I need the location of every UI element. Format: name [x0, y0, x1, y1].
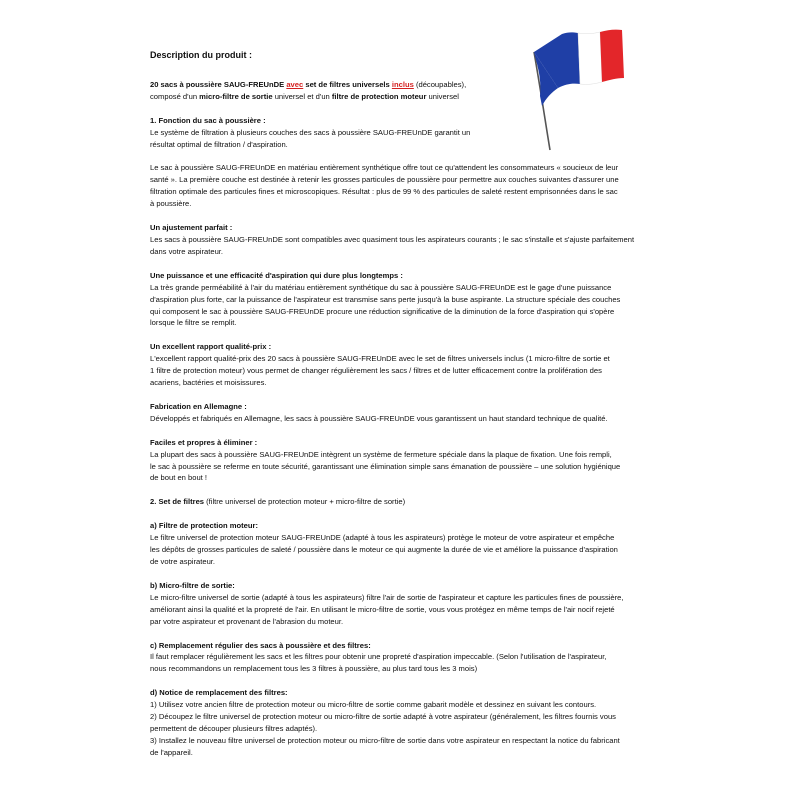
section-heading: d) Notice de remplacement des filtres: [150, 688, 288, 698]
section-line: 2) Découpez le filtre universel de protection moteur ou micro-filtre de sortie adapté à votre aspirateur (généralement, les filtres fournis vous [150, 712, 616, 722]
section-heading-note: (filtre universel de protection moteur + micro-filtre de sortie) [204, 497, 406, 507]
intro-paragraph [150, 79, 670, 103]
product-description [150, 50, 670, 771]
section-line: La plupart des sacs à poussière SAUG-FREUnDE intègrent un système de fermeture spéciale dans la plaque de fixation. Une fois rempli, [150, 449, 612, 459]
intro-text: 20 sacs à poussière SAUG-FREUnDE [150, 79, 287, 89]
section-heading: c) Remplacement régulier des sacs à poussière et des filtres: [150, 640, 371, 650]
section-line: par votre aspirateur et provenant de l'abrasion du moteur. [150, 616, 344, 626]
section-line: lorsque le filtre se remplit. [150, 318, 237, 328]
intro-text: filtre de protection moteur [331, 91, 427, 101]
section-disposal [150, 437, 670, 485]
intro-text: universel et d'un [272, 91, 332, 101]
section-heading: Une puissance et une efficacité d'aspiration qui dure plus longtemps : [150, 270, 403, 280]
section-line: filtration optimale des particules fines et microscopiques. Résultat : plus de 99 % des particules de saleté restent emprisonnées dans le sac [150, 187, 618, 197]
section-line: améliorant ainsi la qualité et la propreté de l'air. En utilisant le micro-filtre de sortie, vous vous protégez en même temps de l'air nocif rejeté [150, 604, 615, 614]
intro-text: universel [426, 91, 459, 101]
section-line: nous recommandons un remplacement tous les 3 filtres à poussière, au plus tard tous les 3 mois) [150, 664, 478, 674]
section-line: Le filtre universel de protection moteur SAUG-FREUnDE (adapté à tous les aspirateurs) protège le moteur de votre aspirateur et empêche [150, 533, 615, 543]
section-line: 1 filtre de protection moteur) vous permet de changer régulièrement les sacs / filtres et de lutter efficacement contre la prolifération des [150, 366, 602, 376]
intro-text: (découpables), [413, 79, 467, 89]
section-fit [150, 222, 670, 258]
intro-text: micro-filtre de sortie [199, 91, 273, 101]
section-heading: b) Micro-filtre de sortie: [150, 580, 235, 590]
section-line: acariens, bactéries et moisissures. [150, 378, 267, 388]
section-line: de votre aspirateur. [150, 557, 216, 566]
section-line: Le système de filtration à plusieurs couches des sacs à poussière SAUG-FREUnDE garantit un [150, 127, 471, 137]
section-line: Le micro-filtre universel de sortie (adapté à tous les aspirateurs) filtre l'air de sortie de l'aspirateur et capture les particules fines de poussière, [150, 592, 624, 602]
section-motor-filter [150, 520, 670, 568]
section-line: 3) Installez le nouveau filtre universel de protection moteur ou micro-filtre de sortie dans votre aspirateur en respectant la notice du fabricant [150, 735, 620, 745]
section-line: Il faut remplacer régulièrement les sacs et les filtres pour obtenir une propreté d'aspiration impeccable. (Selon l'utilisation de l'aspirateur, [150, 652, 607, 662]
section-heading: Un ajustement parfait : [150, 223, 233, 233]
intro-highlight-inclus: inclus [391, 79, 414, 89]
section-replacement [150, 640, 670, 676]
section-line: de l'appareil. [150, 747, 193, 757]
section-line: de bout en bout ! [150, 473, 208, 483]
section-instructions [150, 687, 670, 758]
intro-text: composé d'un [150, 91, 200, 101]
section-line: 1) Utilisez votre ancien filtre de protection moteur ou micro-filtre de sortie comme gabarit modèle et dessinez en suivant les contours. [150, 700, 597, 710]
section-heading: 1. Fonction du sac à poussière : [150, 115, 266, 125]
section-germany [150, 401, 670, 425]
section-heading: a) Filtre de protection moteur: [150, 521, 259, 531]
section-function-detail [150, 162, 670, 210]
section-line: qui composent le sac à poussière SAUG-FREUnDE procure une réduction significative de la diminution de la force d'aspiration qui s'opère [150, 306, 615, 316]
section-line: La très grande perméabilité à l'air du matériau entièrement synthétique du sac à poussière SAUG-FREUnDE est le gage d'une puissance [150, 282, 612, 292]
intro-text: set de filtres universels [303, 79, 392, 89]
section-line: L'excellent rapport qualité-prix des 20 sacs à poussière SAUG-FREUnDE avec le set de filtres universels inclus (1 micro-filtre de sortie et [150, 354, 610, 364]
section-heading: Fabrication en Allemagne : [150, 401, 247, 411]
section-line: Les sacs à poussière SAUG-FREUnDE sont compatibles avec quasiment tous les aspirateurs courants ; le sac s'installe et s'ajuste parfaitement [150, 234, 635, 244]
page-title: Description du produit : [150, 50, 252, 60]
section-heading: 2. Set de filtres [150, 497, 205, 507]
section-line: Développés et fabriqués en Allemagne, les sacs à poussière SAUG-FREUnDE vous garantissent un haut standard technique de qualité. [150, 413, 608, 423]
section-line: d'aspiration plus forte, car la puissance de l'aspirateur est transmise sans perte jusqu'à la buse aspirante. La structure spéciale des couches [150, 294, 621, 304]
section-heading: Faciles et propres à éliminer : [150, 437, 258, 447]
section-function [150, 115, 670, 151]
section-line: les dépôts de grosses particules de saleté / poussière dans le moteur ce qui augmente la durée de vie et améliore la puissance d'aspiration [150, 545, 618, 555]
section-power [150, 270, 670, 330]
section-line: à poussière. [150, 199, 192, 209]
section-value [150, 341, 670, 389]
section-line: résultat optimal de filtration / d'aspiration. [150, 139, 288, 149]
section-line: le sac à poussière se referme en toute sécurité, garantissant une élimination simple sans émanation de poussière – une solution hygiénique [150, 461, 621, 471]
section-micro-filter [150, 580, 670, 628]
section-line: santé ». La première couche est destinée à retenir les grosses particules de poussière pour permettre aux couches suivantes d'assurer une [150, 175, 619, 185]
section-filter-set [150, 496, 670, 508]
section-line: permettent de découper plusieurs filtres adaptés). [150, 723, 318, 733]
section-line: dans votre aspirateur. [150, 246, 224, 256]
section-heading: Un excellent rapport qualité-prix : [150, 342, 272, 352]
section-line: Le sac à poussière SAUG-FREUnDE en matériau entièrement synthétique offre tout ce qu'attendent les consommateurs « soucieux de leur [150, 163, 619, 173]
intro-highlight-avec: avec [286, 79, 304, 89]
